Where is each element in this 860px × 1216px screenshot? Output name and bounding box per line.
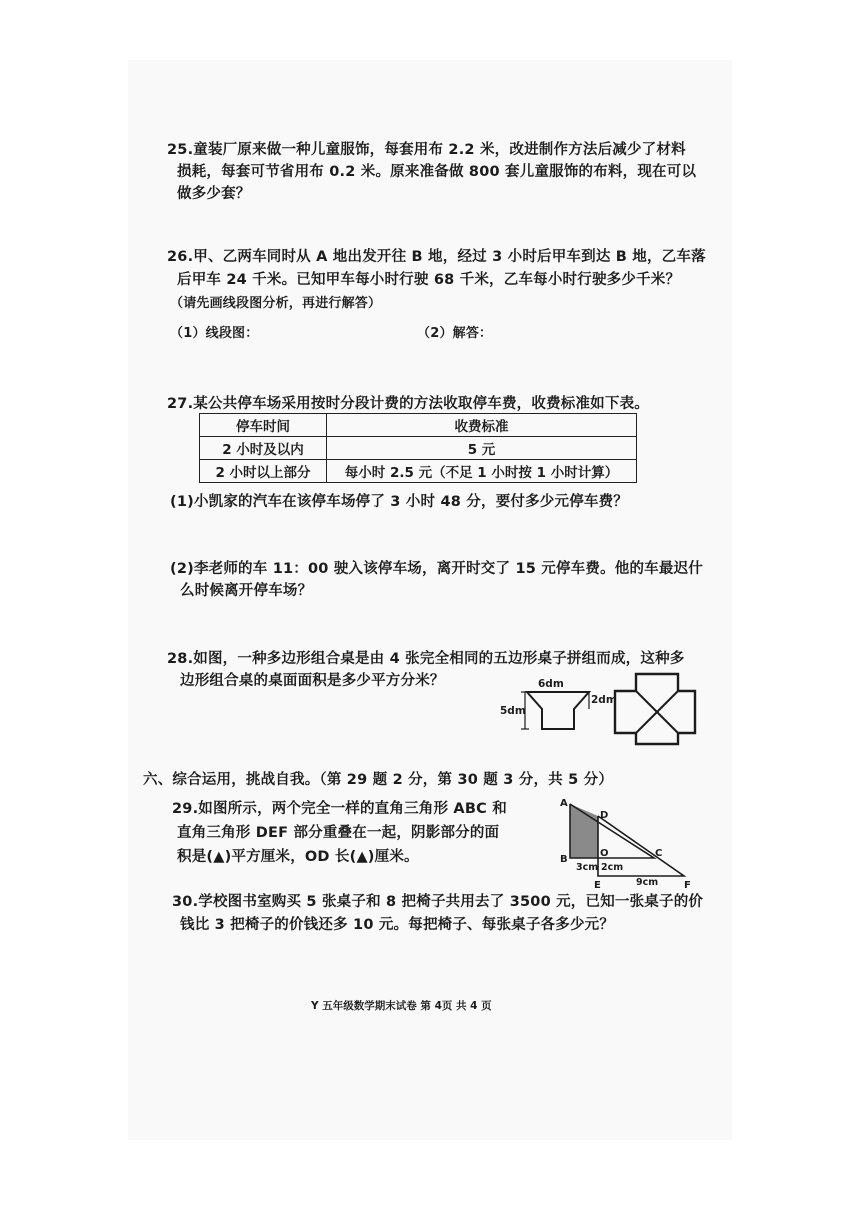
q28-label-top: 6dm <box>538 678 564 690</box>
q28-line2: 边形组合桌的桌面面积是多少平方分米？ <box>180 673 445 689</box>
q29-line3: 积是(▲)平方厘米，OD 长(▲)厘米。 <box>177 849 419 865</box>
q25-line2: 损耗，每套可节省用布 0.2 米。原来准备做 800 套儿童服饰的布料，现在可以 <box>177 164 697 180</box>
q25-line3: 做多少套？ <box>177 186 251 202</box>
q30-line2: 钱比 3 把椅子的价钱还多 10 元。每把椅子、每张桌子各多少元？ <box>180 917 615 933</box>
q25-line1: 25.童装厂原来做一种儿童服饰，每套用布 2.2 米，改进制作方法后减少了材料 <box>167 142 686 158</box>
q27-intro: 27.某公共停车场采用按时分段计费的方法收取停车费，收费标准如下表。 <box>167 396 649 412</box>
label-bo: 3cm <box>576 862 599 873</box>
q29-line1: 29.如图所示，两个完全一样的直角三角形 ABC 和 <box>172 801 507 817</box>
combined-table <box>615 674 695 744</box>
q26-part1-label: （1）线段图： <box>170 326 259 341</box>
point-a: A <box>560 798 568 809</box>
page-footer: Y 五年级数学期末试卷 第 4页 共 4 页 <box>311 1000 492 1012</box>
q29-line2: 直角三角形 DEF 部分重叠在一起，阴影部分的面 <box>177 825 500 841</box>
table-cell: 2 小时及以内 <box>200 437 327 460</box>
point-c: C <box>655 848 663 859</box>
point-e: E <box>594 880 601 891</box>
table-cell: 每小时 2.5 元（不足 1 小时按 1 小时计算） <box>327 460 637 483</box>
point-b: B <box>560 854 568 865</box>
q27-sub2-line1: (2)李老师的车 11：00 驶入该停车场，离开时交了 15 元停车费。他的车最迟什 <box>170 561 703 577</box>
table-row <box>200 414 637 437</box>
q26-line2: 后甲车 24 千米。已知甲车每小时行驶 68 千米，乙车每小时行驶多少千米？ <box>177 272 681 288</box>
section6-heading: 六、综合运用，挑战自我。（第 29 题 2 分，第 30 题 3 分，共 5 分） <box>143 772 614 788</box>
label-ef: 9cm <box>636 877 659 888</box>
table-cell: 5 元 <box>327 437 637 460</box>
exam-sheet <box>128 60 732 1140</box>
q26-part2-label: （2）解答： <box>417 326 493 341</box>
point-o: O <box>600 848 609 859</box>
q26-line1: 26.甲、乙两车同时从 A 地出发开往 B 地，经过 3 小时后甲车到达 B 地，乙车落 <box>167 249 706 265</box>
q27-sub2-line2: 么时候离开停车场？ <box>180 583 313 599</box>
table-header-cell: 收费标准 <box>327 414 637 437</box>
q28-line1: 28.如图，一种多边形组合桌是由 4 张完全相同的五边形桌子拼组而成，这种多 <box>167 651 685 667</box>
pentagon-table <box>500 678 617 729</box>
q28-label-height: 5dm <box>500 705 526 717</box>
q29-figure <box>556 792 696 892</box>
table-row <box>200 437 637 460</box>
table-cell: 2 小时以上部分 <box>200 460 327 483</box>
point-d: D <box>600 810 609 821</box>
q27-sub1: (1)小凯家的汽车在该停车场停了 3 小时 48 分，要付多少元停车费？ <box>170 494 629 510</box>
fee-table <box>199 413 637 483</box>
table-row <box>200 460 637 483</box>
q30-line1: 30.学校图书室购买 5 张桌子和 8 把椅子共用去了 3500 元，已知一张桌子的价 <box>172 894 704 910</box>
q28-label-side: 2dm <box>591 694 617 706</box>
q26-instruction: （请先画线段图分析，再进行解答） <box>170 296 382 311</box>
table-header-cell: 停车时间 <box>200 414 327 437</box>
label-oe: 2cm <box>601 862 624 873</box>
q28-figure <box>494 672 738 746</box>
point-f: F <box>684 880 691 891</box>
